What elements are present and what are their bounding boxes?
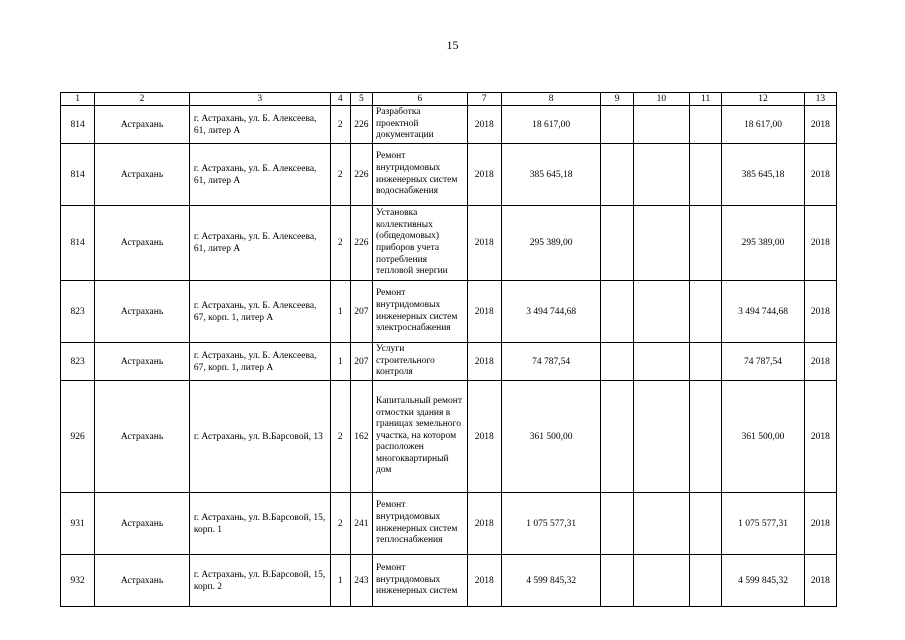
cell-col5: 243 <box>350 555 372 607</box>
cell-col4: 2 <box>330 106 350 144</box>
cell-col10 <box>633 206 689 281</box>
cell-col9 <box>601 343 633 381</box>
col-header-13: 13 <box>804 93 836 106</box>
table-row <box>61 206 837 281</box>
cell-address: г. Астрахань, ул. В.Барсовой, 15, корп. 1 <box>189 493 330 555</box>
table-row <box>61 381 837 493</box>
cell-col11 <box>690 106 722 144</box>
table-row <box>61 555 837 607</box>
cell-end-year: 2018 <box>804 144 836 206</box>
cell-col5: 162 <box>350 381 372 493</box>
cell-work-type: Ремонт внутридомовых инженерных систем теплоснабжения <box>373 493 468 555</box>
cell-address: г. Астрахань, ул. В.Барсовой, 15, корп. 2 <box>189 555 330 607</box>
cell-col10 <box>633 555 689 607</box>
cell-city: Астрахань <box>95 555 190 607</box>
cell-col10 <box>633 493 689 555</box>
cell-year: 2018 <box>467 106 501 144</box>
table-row <box>61 281 837 343</box>
cell-work-type: Ремонт внутридомовых инженерных систем электроснабжения <box>373 281 468 343</box>
cell-col11 <box>690 281 722 343</box>
cell-total: 385 645,18 <box>722 144 805 206</box>
cell-col4: 1 <box>330 281 350 343</box>
cell-city: Астрахань <box>95 144 190 206</box>
table-row <box>61 343 837 381</box>
cell-city: Астрахань <box>95 206 190 281</box>
header-row <box>61 93 837 106</box>
capital-repair-table <box>60 92 837 607</box>
cell-total: 74 787,54 <box>722 343 805 381</box>
col-header-4: 4 <box>330 93 350 106</box>
cell-work-type: Разработка проектной документации <box>373 106 468 144</box>
cell-col5: 226 <box>350 144 372 206</box>
col-header-12: 12 <box>722 93 805 106</box>
cell-col11 <box>690 206 722 281</box>
cell-address: г. Астрахань, ул. Б. Алексеева, 61, литер А <box>189 144 330 206</box>
cell-city: Астрахань <box>95 493 190 555</box>
cell-total: 1 075 577,31 <box>722 493 805 555</box>
cell-col5: 207 <box>350 281 372 343</box>
cell-work-type: Ремонт внутридомовых инженерных систем водоснабжения <box>373 144 468 206</box>
cell-amount: 18 617,00 <box>501 106 601 144</box>
cell-col11 <box>690 555 722 607</box>
cell-number: 814 <box>61 206 95 281</box>
col-header-10: 10 <box>633 93 689 106</box>
cell-address: г. Астрахань, ул. Б. Алексеева, 67, корп. 1, литер А <box>189 281 330 343</box>
cell-year: 2018 <box>467 144 501 206</box>
cell-number: 931 <box>61 493 95 555</box>
cell-col11 <box>690 381 722 493</box>
cell-col10 <box>633 144 689 206</box>
col-header-1: 1 <box>61 93 95 106</box>
cell-amount: 361 500,00 <box>501 381 601 493</box>
cell-amount: 1 075 577,31 <box>501 493 601 555</box>
cell-end-year: 2018 <box>804 281 836 343</box>
cell-address: г. Астрахань, ул. В.Барсовой, 13 <box>189 381 330 493</box>
cell-year: 2018 <box>467 493 501 555</box>
cell-col11 <box>690 343 722 381</box>
page-number: 15 <box>446 38 459 52</box>
cell-total: 295 389,00 <box>722 206 805 281</box>
cell-col5: 226 <box>350 106 372 144</box>
cell-address: г. Астрахань, ул. Б. Алексеева, 67, корп. 1, литер А <box>189 343 330 381</box>
col-header-9: 9 <box>601 93 633 106</box>
cell-end-year: 2018 <box>804 493 836 555</box>
cell-end-year: 2018 <box>804 555 836 607</box>
cell-col4: 2 <box>330 206 350 281</box>
cell-total: 361 500,00 <box>722 381 805 493</box>
cell-col4: 1 <box>330 555 350 607</box>
cell-col11 <box>690 493 722 555</box>
cell-col4: 2 <box>330 381 350 493</box>
cell-end-year: 2018 <box>804 343 836 381</box>
col-header-5: 5 <box>350 93 372 106</box>
cell-col5: 207 <box>350 343 372 381</box>
cell-year: 2018 <box>467 381 501 493</box>
cell-number: 823 <box>61 281 95 343</box>
cell-year: 2018 <box>467 555 501 607</box>
cell-city: Астрахань <box>95 106 190 144</box>
cell-number: 932 <box>61 555 95 607</box>
cell-total: 3 494 744,68 <box>722 281 805 343</box>
cell-work-type: Капитальный ремонт отмостки здания в границах земельного участка, на котором расположен многоквартирный дом <box>373 381 468 493</box>
cell-col9 <box>601 281 633 343</box>
cell-end-year: 2018 <box>804 206 836 281</box>
cell-address: г. Астрахань, ул. Б. Алексеева, 61, литер А <box>189 206 330 281</box>
cell-col11 <box>690 144 722 206</box>
cell-amount: 385 645,18 <box>501 144 601 206</box>
cell-end-year: 2018 <box>804 106 836 144</box>
col-header-6: 6 <box>373 93 468 106</box>
cell-year: 2018 <box>467 281 501 343</box>
cell-amount: 3 494 744,68 <box>501 281 601 343</box>
cell-col10 <box>633 106 689 144</box>
cell-total: 4 599 845,32 <box>722 555 805 607</box>
cell-number: 926 <box>61 381 95 493</box>
table-row <box>61 493 837 555</box>
cell-col9 <box>601 144 633 206</box>
cell-city: Астрахань <box>95 281 190 343</box>
cell-number: 814 <box>61 106 95 144</box>
cell-amount: 295 389,00 <box>501 206 601 281</box>
cell-col10 <box>633 281 689 343</box>
cell-number: 823 <box>61 343 95 381</box>
cell-col10 <box>633 381 689 493</box>
col-header-3: 3 <box>189 93 330 106</box>
col-header-8: 8 <box>501 93 601 106</box>
cell-col5: 226 <box>350 206 372 281</box>
cell-work-type: Установка коллективных (общедомовых) приборов учета потребления тепловой энергии <box>373 206 468 281</box>
table-row <box>61 106 837 144</box>
cell-amount: 4 599 845,32 <box>501 555 601 607</box>
cell-col10 <box>633 343 689 381</box>
cell-col4: 2 <box>330 493 350 555</box>
cell-col9 <box>601 493 633 555</box>
cell-city: Астрахань <box>95 343 190 381</box>
cell-col4: 1 <box>330 343 350 381</box>
cell-year: 2018 <box>467 343 501 381</box>
cell-total: 18 617,00 <box>722 106 805 144</box>
col-header-7: 7 <box>467 93 501 106</box>
cell-col4: 2 <box>330 144 350 206</box>
cell-col5: 241 <box>350 493 372 555</box>
cell-address: г. Астрахань, ул. Б. Алексеева, 61, литер А <box>189 106 330 144</box>
cell-col9 <box>601 206 633 281</box>
cell-col9 <box>601 106 633 144</box>
cell-year: 2018 <box>467 206 501 281</box>
cell-number: 814 <box>61 144 95 206</box>
cell-end-year: 2018 <box>804 381 836 493</box>
cell-amount: 74 787,54 <box>501 343 601 381</box>
cell-city: Астрахань <box>95 381 190 493</box>
cell-work-type: Услуги строительного контроля <box>373 343 468 381</box>
cell-work-type: Ремонт внутридомовых инженерных систем <box>373 555 468 607</box>
cell-col9 <box>601 381 633 493</box>
col-header-2: 2 <box>95 93 190 106</box>
cell-col9 <box>601 555 633 607</box>
col-header-11: 11 <box>690 93 722 106</box>
table-row <box>61 144 837 206</box>
